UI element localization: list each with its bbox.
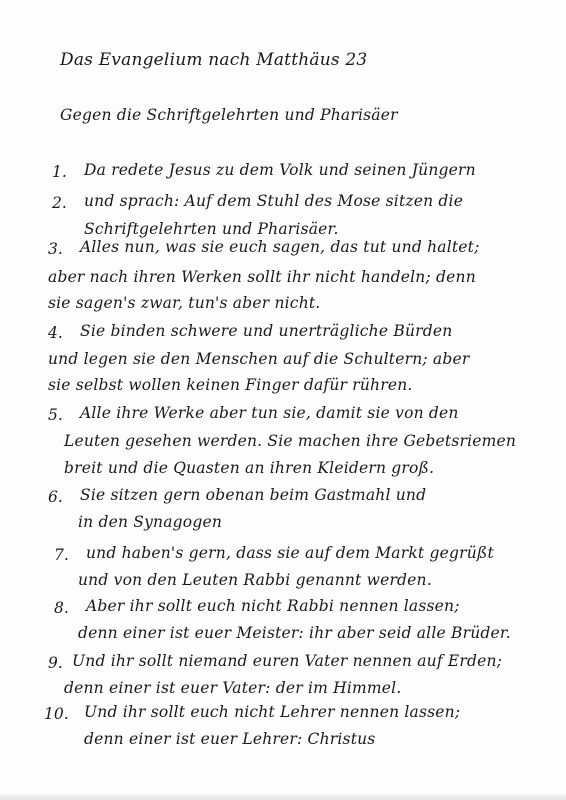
page-bottom-edge — [0, 794, 566, 800]
page-title: Das Evangelium nach Matthäus 23 — [60, 50, 368, 70]
verse-line: und von den Leuten Rabbi genannt werden. — [78, 571, 432, 589]
verse-line: und haben's gern, dass sie auf dem Markt gegrüßt — [86, 544, 494, 562]
verse-number: 3. — [48, 240, 63, 258]
verse-number: 8. — [54, 599, 69, 617]
verse-line: Leuten gesehen werden. Sie machen ihre Gebetsriemen — [64, 432, 517, 450]
verse-line: und sprach: Auf dem Stuhl des Mose sitzen die — [84, 192, 464, 210]
verse-line: Alles nun, was sie euch sagen, das tut und haltet; — [80, 238, 480, 256]
verse-line: Aber ihr sollt euch nicht Rabbi nennen lassen; — [86, 597, 460, 615]
verse-line: in den Synagogen — [78, 513, 223, 531]
verse-line: sie selbst wollen keinen Finger dafür rühren. — [48, 376, 413, 394]
verse-line: Und ihr sollt niemand euren Vater nennen auf Erden; — [72, 652, 503, 670]
verse-number: 6. — [48, 488, 63, 506]
verse-number: 9. — [48, 654, 63, 672]
verse-line: Und ihr sollt euch nicht Lehrer nennen lassen; — [84, 703, 461, 721]
verse-line: denn einer ist euer Vater: der im Himmel. — [64, 679, 402, 697]
verse-line: Alle ihre Werke aber tun sie, damit sie von den — [80, 404, 459, 422]
verse-line: sie sagen's zwar, tun's aber nicht. — [48, 294, 321, 312]
verse-number: 1. — [52, 163, 67, 181]
page-subtitle: Gegen die Schriftgelehrten und Pharisäer — [60, 106, 398, 124]
verse-line: Da redete Jesus zu dem Volk und seinen Jüngern — [84, 161, 476, 179]
verse-number: 2. — [52, 194, 67, 212]
verse-line: Schriftgelehrten und Pharisäer. — [84, 220, 339, 238]
verse-line: breit und die Quasten an ihren Kleidern groß. — [64, 459, 435, 477]
verse-number: 4. — [48, 324, 63, 342]
verse-number: 10. — [44, 705, 69, 723]
verse-line: aber nach ihren Werken sollt ihr nicht handeln; denn — [48, 268, 476, 286]
verse-number: 7. — [54, 546, 69, 564]
verse-line: denn einer ist euer Lehrer: Christus — [84, 730, 376, 748]
verse-line: Sie binden schwere und unerträgliche Bürden — [80, 322, 453, 340]
verse-number: 5. — [48, 406, 63, 424]
verse-line: denn einer ist euer Meister: ihr aber seid alle Brüder. — [78, 624, 511, 642]
verse-line: Sie sitzen gern obenan beim Gastmahl und — [80, 486, 427, 504]
verse-line: und legen sie den Menschen auf die Schultern; aber — [48, 350, 470, 368]
